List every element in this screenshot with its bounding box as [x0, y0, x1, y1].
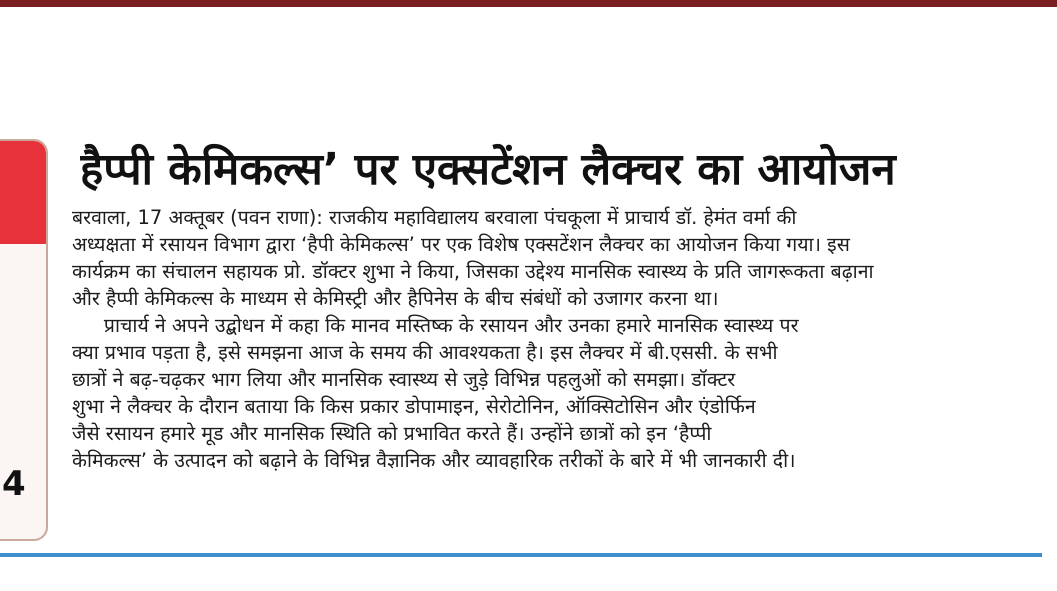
- body-line: बरवाला, 17 अक्तूबर (पवन राणा): राजकीय महाविद्यालय बरवाला पंचकूला में प्राचार्य डॉ. हेमंत वर्मा की: [72, 206, 797, 229]
- body-line: कार्यक्रम का संचालन सहायक प्रो. डॉक्टर शुभा ने किया, जिसका उद्देश्य मानसिक स्वास्थ्य के प्रति जागरूकता बढ़ाना: [72, 260, 874, 283]
- body-line: क्या प्रभाव पड़ता है, इसे समझना आज के समय की आवश्यकता है। इस लैक्चर में बी.एससी. के सभी: [72, 341, 778, 364]
- body-line: जैसे रसायन हमारे मूड और मानसिक स्थिति को प्रभावित करते हैं। उन्होंने छात्रों को इन ‘हैप्पी: [72, 422, 712, 445]
- adjacent-column-red-block: [0, 141, 46, 244]
- article-body: [72, 204, 1042, 534]
- next-article-headline-cropped: [0, 568, 1057, 591]
- top-border-bar: [0, 0, 1057, 7]
- body-line: छात्रों ने बढ़-चढ़कर भाग लिया और मानसिक स्वास्थ्य से जुड़े विभिन्न पहलुओं को समझा। डॉक्टर: [72, 368, 736, 391]
- body-line: प्राचार्य ने अपने उद्बोधन में कहा कि मानव मस्तिष्क के रसायन और उनका हमारे मानसिक स्वास्थ्य पर: [103, 314, 799, 337]
- adjacent-column-number: 4: [2, 464, 26, 504]
- body-line: केमिकल्स’ के उत्पादन को बढ़ाने के विभिन्न वैज्ञानिक और व्यावहारिक तरीकों के बारे में भी जानकारी दी।: [72, 449, 796, 472]
- section-divider-rule: [0, 553, 1042, 557]
- article-headline: हैप्पी केमिकल्स’ पर एक्सटेंशन लैक्चर का आयोजन: [80, 144, 896, 195]
- body-line: और हैप्पी केमिकल्स के माध्यम से केमिस्ट्री और हैपिनेस के बीच संबंधों को उजागर करना था।: [72, 287, 719, 310]
- body-line: शुभा ने लैक्चर के दौरान बताया कि किस प्रकार डोपामाइन, सेरोटोनिन, ऑक्सिटोसिन और एंडोर्फिन: [72, 395, 756, 418]
- adjacent-column-box: [0, 139, 48, 541]
- body-line: अध्यक्षता में रसायन विभाग द्वारा ‘हैपी केमिकल्स’ पर एक विशेष एक्सटेंशन लैक्चर का आयोजन किया गया। इस: [72, 233, 850, 256]
